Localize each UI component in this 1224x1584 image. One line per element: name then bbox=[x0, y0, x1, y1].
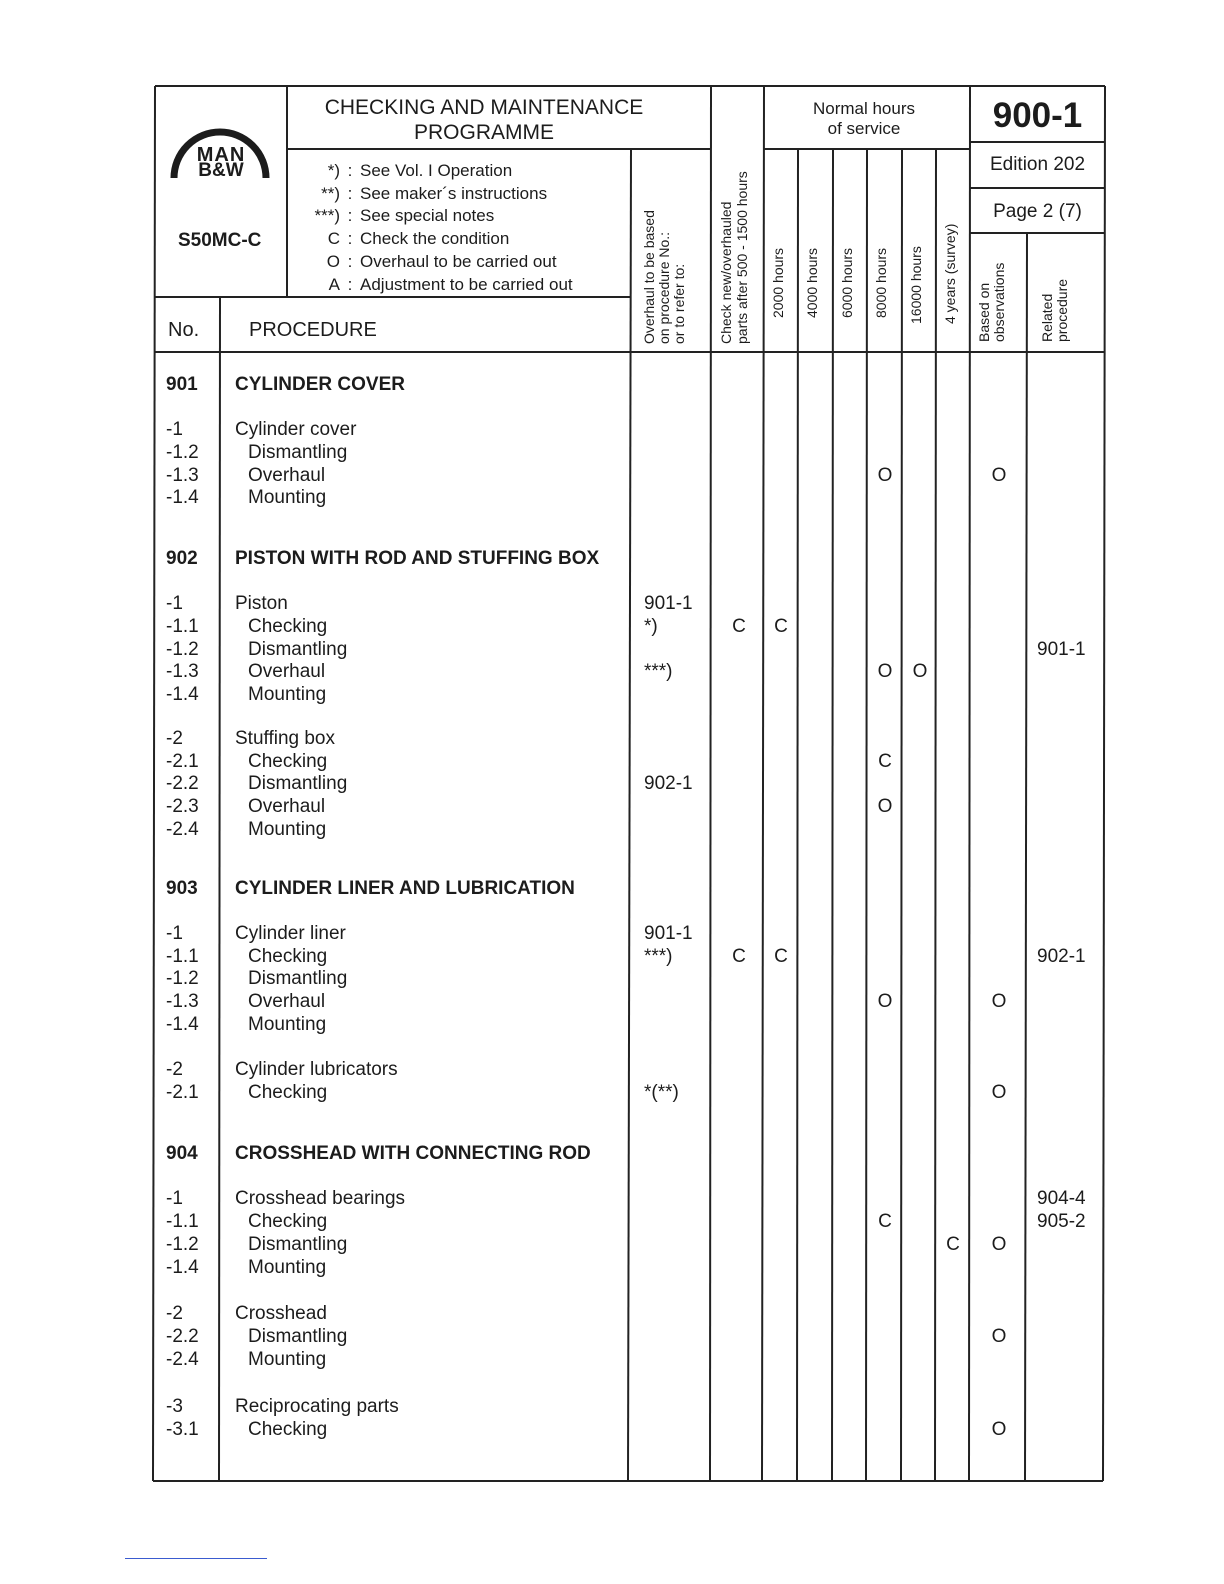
interval-mark-obs: O bbox=[991, 1082, 1007, 1103]
legend-item bbox=[306, 229, 509, 249]
column-header-6000-hours: 6000 hours bbox=[839, 247, 855, 318]
related-procedure: 904-4 bbox=[1037, 1188, 1086, 1209]
row-number: -1.2 bbox=[166, 968, 199, 989]
section-heading: CYLINDER COVER bbox=[235, 374, 405, 395]
logo-text-man: MAN bbox=[196, 144, 246, 166]
procedure-label: Overhaul bbox=[248, 991, 326, 1012]
column-header-4-years: 4 years (survey) bbox=[942, 223, 958, 324]
edition: Edition 202 bbox=[989, 154, 1086, 175]
interval-mark-check: C bbox=[732, 616, 746, 637]
legend-colon: : bbox=[347, 251, 353, 271]
legend-item bbox=[306, 184, 547, 204]
interval-mark-h16000: O bbox=[912, 661, 928, 682]
interval-mark-h8000: O bbox=[877, 465, 893, 486]
row-number: 903 bbox=[166, 878, 198, 899]
related-procedure: 902-1 bbox=[1037, 946, 1086, 967]
related-line-2: procedure bbox=[1054, 278, 1070, 342]
column-header-no: No. bbox=[168, 319, 200, 341]
row-number: -2.4 bbox=[166, 819, 199, 840]
overhaul-reference: *) bbox=[644, 616, 658, 637]
check-new-line-1: Check new/overhauled bbox=[718, 201, 734, 344]
interval-mark-obs: O bbox=[991, 1326, 1007, 1347]
procedure-label: Dismantling bbox=[248, 1234, 348, 1255]
row-number: 901 bbox=[166, 374, 198, 395]
based-obs-line-1: Based on bbox=[976, 282, 992, 342]
logo-text-bw: B&W bbox=[198, 160, 244, 181]
legend-symbol: O bbox=[326, 251, 340, 271]
row-number: -1.4 bbox=[166, 1014, 199, 1035]
procedure-label: Dismantling bbox=[248, 968, 348, 989]
column-header-4000-hours: 4000 hours bbox=[804, 247, 820, 318]
interval-mark-obs: O bbox=[991, 1419, 1007, 1440]
procedure-label: Mounting bbox=[248, 684, 327, 705]
row-number: -2.2 bbox=[166, 1326, 199, 1347]
procedure-label: Dismantling bbox=[248, 1326, 348, 1347]
interval-mark-obs: O bbox=[991, 991, 1007, 1012]
interval-mark-h8000: O bbox=[877, 661, 893, 682]
legend-text: See Vol. I Operation bbox=[360, 161, 513, 180]
legend-text: See maker´s instructions bbox=[360, 183, 548, 203]
row-number: -2.2 bbox=[166, 773, 199, 794]
overhaul-based-line-2: on procedure No.: bbox=[656, 231, 672, 344]
row-number: -1.2 bbox=[166, 639, 199, 660]
row-number: -2 bbox=[166, 1303, 183, 1324]
row-number: -1.3 bbox=[166, 465, 199, 486]
row-number: -1 bbox=[166, 419, 183, 440]
column-header-based-on-observations bbox=[977, 263, 1007, 342]
interval-mark-obs: O bbox=[991, 465, 1007, 486]
procedure-label: Mounting bbox=[248, 819, 327, 840]
procedure-label: Dismantling bbox=[248, 442, 348, 463]
row-number: -2.1 bbox=[166, 1082, 199, 1103]
overhaul-reference: ***) bbox=[644, 661, 673, 682]
procedure-label: Checking bbox=[248, 1082, 328, 1103]
legend-colon: : bbox=[347, 206, 353, 226]
overhaul-reference: *(**) bbox=[644, 1082, 679, 1103]
related-procedure: 901-1 bbox=[1037, 639, 1086, 660]
row-number: -1.1 bbox=[166, 1211, 199, 1232]
procedure-label: Overhaul bbox=[248, 661, 326, 682]
overhaul-reference: ***) bbox=[644, 946, 673, 967]
procedure-label: Checking bbox=[248, 616, 328, 637]
legend-symbol: A bbox=[328, 274, 340, 294]
interval-mark-h2000: C bbox=[774, 946, 788, 967]
legend-colon: : bbox=[347, 183, 353, 203]
legend-text: See special notes bbox=[360, 206, 495, 226]
procedure-label: Mounting bbox=[248, 1257, 327, 1278]
interval-mark-h8000: O bbox=[877, 991, 893, 1012]
legend-item bbox=[306, 275, 573, 295]
legend-colon: : bbox=[347, 229, 353, 249]
column-header-related-procedure bbox=[1040, 279, 1070, 342]
procedure-label: Checking bbox=[248, 1419, 328, 1440]
row-number: -1.3 bbox=[166, 661, 199, 682]
row-number: -1.4 bbox=[166, 684, 199, 705]
page-title bbox=[287, 95, 681, 145]
row-number: -1 bbox=[166, 593, 183, 614]
procedure-label: Mounting bbox=[248, 1349, 327, 1370]
interval-mark-h8000: C bbox=[878, 751, 892, 772]
interval-mark-h8000: O bbox=[877, 796, 893, 817]
based-obs-line-2: observations bbox=[991, 262, 1007, 342]
title-line-2: PROGRAMME bbox=[413, 121, 554, 144]
procedure-label: Cylinder cover bbox=[235, 419, 357, 440]
interval-mark-h8000: C bbox=[878, 1211, 892, 1232]
procedure-label: Overhaul bbox=[248, 465, 326, 486]
procedure-label: Crosshead bbox=[235, 1303, 327, 1324]
row-number: -1.2 bbox=[166, 1234, 199, 1255]
normal-hours-line-2: of service bbox=[827, 119, 901, 138]
row-number: -2.3 bbox=[166, 796, 199, 817]
legend-symbol: ***) bbox=[314, 206, 340, 226]
row-number: 902 bbox=[166, 548, 198, 569]
overhaul-reference: 901-1 bbox=[644, 593, 693, 614]
legend-text: Adjustment to be carried out bbox=[360, 274, 573, 294]
row-number: -1.3 bbox=[166, 991, 199, 1012]
column-header-16000-hours: 16000 hours bbox=[908, 246, 924, 324]
procedure-label: Checking bbox=[248, 751, 328, 772]
row-number: -2 bbox=[166, 728, 183, 749]
procedure-label: Cylinder lubricators bbox=[235, 1059, 398, 1080]
procedure-label: Crosshead bearings bbox=[235, 1188, 406, 1209]
procedure-label: Dismantling bbox=[248, 639, 348, 660]
normal-hours-line-1: Normal hours bbox=[812, 99, 916, 118]
column-header-overhaul-based bbox=[642, 210, 687, 344]
row-number: -3.1 bbox=[166, 1419, 199, 1440]
related-procedure: 905-2 bbox=[1037, 1211, 1086, 1232]
row-number: -2.1 bbox=[166, 751, 199, 772]
procedure-label: Piston bbox=[235, 593, 288, 614]
row-number: -2.4 bbox=[166, 1349, 199, 1370]
interval-mark-h2000: C bbox=[774, 616, 788, 637]
column-header-procedure: PROCEDURE bbox=[249, 319, 377, 341]
engine-model: S50MC-C bbox=[178, 230, 262, 251]
procedure-label: Mounting bbox=[248, 1014, 327, 1035]
procedure-label: Checking bbox=[248, 1211, 328, 1232]
chapter-number: 900-1 bbox=[992, 96, 1083, 135]
column-header-2000-hours: 2000 hours bbox=[770, 247, 786, 318]
row-number: -1.1 bbox=[166, 616, 199, 637]
interval-mark-years4: C bbox=[946, 1234, 960, 1255]
procedure-label: Cylinder liner bbox=[235, 923, 346, 944]
row-number: -1.4 bbox=[166, 1257, 199, 1278]
legend-symbol: C bbox=[327, 229, 340, 249]
row-number: -1.2 bbox=[166, 442, 199, 463]
legend-item bbox=[306, 161, 512, 181]
check-new-line-2: parts after 500 - 1500 hours bbox=[734, 171, 750, 344]
procedure-label: Overhaul bbox=[248, 796, 326, 817]
normal-hours-heading bbox=[764, 99, 964, 139]
legend-text: Overhaul to be carried out bbox=[360, 251, 557, 271]
procedure-label: Stuffing box bbox=[235, 728, 336, 749]
legend-text: Check the condition bbox=[360, 229, 510, 249]
section-heading: CYLINDER LINER AND LUBRICATION bbox=[235, 878, 575, 899]
row-number: -2 bbox=[166, 1059, 183, 1080]
footer-rule bbox=[125, 1558, 267, 1559]
row-number: -1.4 bbox=[166, 487, 199, 508]
overhaul-based-line-3: or to refer to: bbox=[671, 263, 687, 344]
legend-colon: : bbox=[347, 161, 353, 180]
row-number: -1 bbox=[166, 1188, 183, 1209]
legend-colon: : bbox=[347, 274, 353, 294]
legend-item bbox=[306, 206, 494, 226]
row-number: -1.1 bbox=[166, 946, 199, 967]
column-header-check-new bbox=[718, 171, 750, 344]
row-number: -1 bbox=[166, 923, 183, 944]
interval-mark-obs: O bbox=[991, 1234, 1007, 1255]
overhaul-reference: 901-1 bbox=[644, 923, 693, 944]
column-header-8000-hours: 8000 hours bbox=[873, 247, 889, 318]
row-number: 904 bbox=[166, 1143, 198, 1164]
procedure-label: Reciprocating parts bbox=[235, 1396, 399, 1417]
page-number: Page 2 (7) bbox=[993, 201, 1082, 222]
related-line-1: Related bbox=[1039, 293, 1055, 342]
procedure-label: Mounting bbox=[248, 487, 327, 508]
row-number: -3 bbox=[166, 1396, 183, 1417]
section-heading: CROSSHEAD WITH CONNECTING ROD bbox=[235, 1143, 591, 1164]
overhaul-based-line-1: Overhaul to be based bbox=[641, 210, 657, 344]
title-line-1: CHECKING AND MAINTENANCE bbox=[324, 96, 644, 119]
section-heading: PISTON WITH ROD AND STUFFING BOX bbox=[235, 548, 600, 569]
overhaul-reference: 902-1 bbox=[644, 773, 693, 794]
procedure-label: Checking bbox=[248, 946, 328, 967]
legend-symbol: *) bbox=[327, 161, 340, 180]
procedure-label: Dismantling bbox=[248, 773, 348, 794]
legend-symbol: **) bbox=[321, 183, 340, 203]
legend-item bbox=[306, 252, 557, 272]
interval-mark-check: C bbox=[732, 946, 746, 967]
man-bw-logo bbox=[166, 114, 274, 190]
